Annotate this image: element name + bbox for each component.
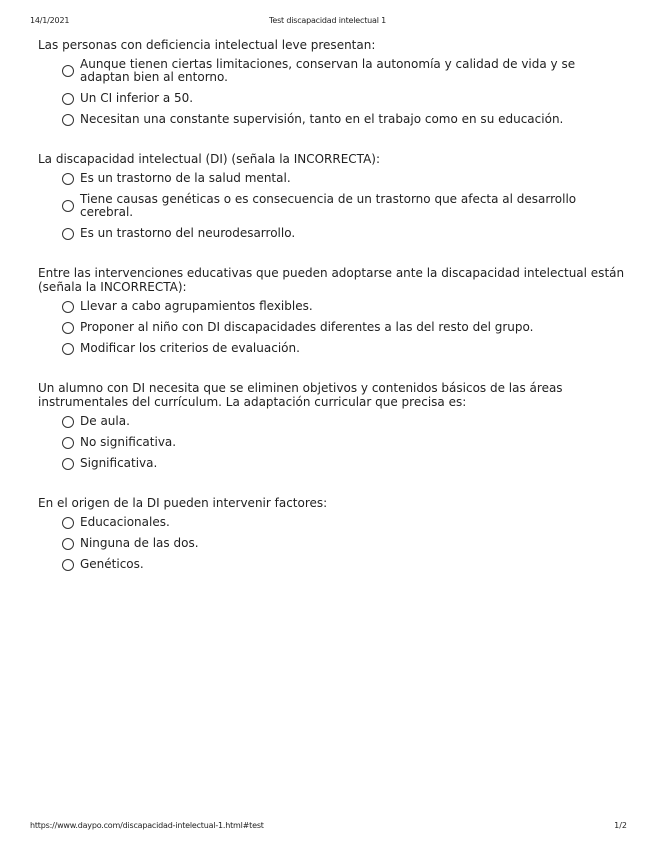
- option-label: Un CI inferior a 50.: [80, 91, 194, 105]
- question-3: [38, 266, 626, 355]
- option-label: Proponer al niño con DI discapacidades diferentes a las del resto del grupo.: [80, 320, 534, 334]
- radio-button[interactable]: [62, 173, 74, 185]
- page-number: 1/2: [614, 821, 627, 830]
- option-label: Tiene causas genéticas o es consecuencia de un trastorno que afecta al desarrollo cerebral.: [80, 192, 577, 219]
- answer-option[interactable]: [62, 516, 626, 529]
- option-label: Educacionales.: [80, 515, 170, 529]
- answer-option[interactable]: [62, 457, 626, 470]
- option-label: Es un trastorno del neurodesarrollo.: [80, 226, 296, 240]
- answer-option[interactable]: [62, 321, 626, 334]
- question-4: [38, 381, 626, 470]
- option-label: Es un trastorno de la salud mental.: [80, 171, 291, 185]
- answer-option[interactable]: [62, 436, 626, 449]
- radio-button[interactable]: [62, 458, 74, 470]
- option-label: Ninguna de las dos.: [80, 536, 199, 550]
- question-text: Las personas con deficiencia intelectual leve presentan:: [38, 38, 376, 52]
- radio-button[interactable]: [62, 200, 74, 212]
- question-text: Un alumno con DI necesita que se eliminen objetivos y contenidos básicos de las áreas instrumentales del currículum. La adaptación curricular que precisa es:: [38, 381, 563, 409]
- question-2: [38, 152, 626, 240]
- answer-option[interactable]: [62, 227, 626, 240]
- option-label: De aula.: [80, 414, 130, 428]
- answer-option[interactable]: [62, 172, 626, 185]
- answer-option[interactable]: [62, 342, 626, 355]
- option-label: Significativa.: [80, 456, 158, 470]
- print-date: 14/1/2021: [30, 16, 70, 25]
- question-text: La discapacidad intelectual (DI) (señala la INCORRECTA):: [38, 152, 381, 166]
- question-text: Entre las intervenciones educativas que pueden adoptarse ante la discapacidad intelectual están (señala la INCORRECTA):: [38, 266, 625, 294]
- option-label: Llevar a cabo agrupamientos flexibles.: [80, 299, 313, 313]
- question-list: [38, 38, 626, 597]
- answer-option[interactable]: [62, 113, 626, 126]
- radio-button[interactable]: [62, 322, 74, 334]
- option-label: Aunque tienen ciertas limitaciones, conservan la autonomía y calidad de vida y se adaptan bien al entorno.: [80, 57, 576, 84]
- option-label: Modificar los criterios de evaluación.: [80, 341, 300, 355]
- radio-button[interactable]: [62, 65, 74, 77]
- question-5: [38, 496, 626, 571]
- answer-option[interactable]: [62, 92, 626, 105]
- option-label: Genéticos.: [80, 557, 144, 571]
- radio-button[interactable]: [62, 437, 74, 449]
- question-1: [38, 38, 626, 126]
- answer-option[interactable]: [62, 537, 626, 550]
- answer-option[interactable]: [62, 558, 626, 571]
- radio-button[interactable]: [62, 301, 74, 313]
- radio-button[interactable]: [62, 416, 74, 428]
- answer-option[interactable]: [62, 58, 626, 84]
- radio-button[interactable]: [62, 228, 74, 240]
- radio-button[interactable]: [62, 517, 74, 529]
- page-title: Test discapacidad intelectual 1: [269, 16, 386, 25]
- radio-button[interactable]: [62, 93, 74, 105]
- answer-option[interactable]: [62, 300, 626, 313]
- page-url: https://www.daypo.com/discapacidad-intelectual-1.html#test: [30, 821, 264, 830]
- radio-button[interactable]: [62, 538, 74, 550]
- answer-option[interactable]: [62, 415, 626, 428]
- radio-button[interactable]: [62, 559, 74, 571]
- question-text: En el origen de la DI pueden intervenir factores:: [38, 496, 328, 510]
- radio-button[interactable]: [62, 343, 74, 355]
- option-label: Necesitan una constante supervisión, tanto en el trabajo como en su educación.: [80, 112, 564, 126]
- radio-button[interactable]: [62, 114, 74, 126]
- answer-option[interactable]: [62, 193, 626, 219]
- option-label: No significativa.: [80, 435, 177, 449]
